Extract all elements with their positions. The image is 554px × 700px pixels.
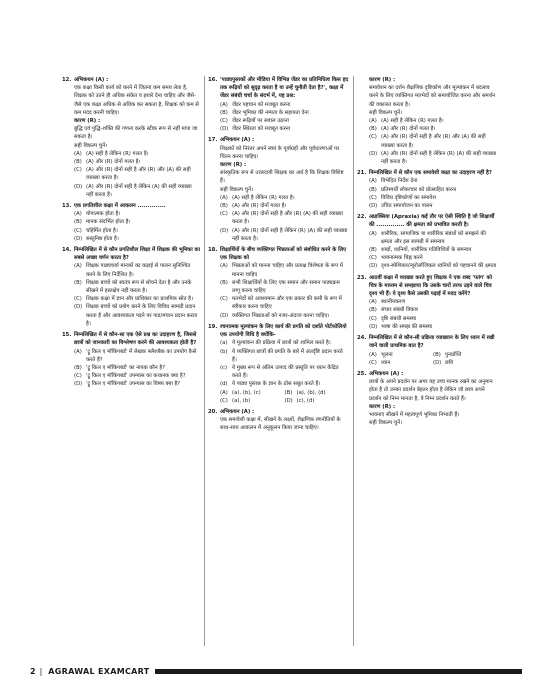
answer-option [62,210,200,218]
option-text: विभेदित निर्देश देना [381,178,418,185]
option-text: शिक्षक बच्चों को प्रयोग करने के लिए विविध सामग्री प्रदान करता है और आवश्यकता पड़ने पर पाड/मचान प्रदान करता है। [86,304,198,327]
question-number: 16. [208,77,218,83]
option-text: मानक संदर्भित होता है। [86,219,131,226]
reason-paragraph: सांस्कृतिक रूप से उत्तरदायी शिक्षक का अर्थ है कि शिक्षक विशिष्ट हैं। [220,170,344,185]
option-label: (B) [369,307,377,314]
option-text: शब्दों, ध्वनियों, शारीरिक गतिविधियों के समन्वय [381,247,472,254]
question-header [357,370,497,378]
answer-option [208,312,349,320]
option-label: (A) [74,211,82,218]
answer-option [369,359,433,367]
question-number: 12. [62,77,72,83]
option-label: (C) [369,194,377,201]
option-text: (A) और (R) दोनों सही है और (R) और (A) की सही व्याख्या करता है। [381,134,486,149]
answer-option [208,262,349,278]
option-text: (A) और (R) दोनों सही है लेकिन (A) की सही व्याख्या नहीं करता है। [86,183,192,198]
answer-option [285,389,350,397]
answer-option [357,125,497,133]
option-text: ये व्यक्तिगत छात्रों की प्रगति के बारे में अंतर्दृष्टि प्रदान करते हैं। [232,348,343,363]
option-label: (D) [369,203,378,210]
question-block [208,76,349,133]
question-block [62,76,200,199]
answer-option [208,348,349,364]
question-number: 13. [62,203,72,210]
option-label: (D) [369,150,378,157]
answer-option [357,298,497,306]
column-divider [353,76,354,646]
option-text: (a), (b), (d) [296,389,326,396]
answer-option [357,254,497,262]
column-right [357,76,497,646]
page-number: 2 [30,666,36,676]
option-label: (B) [74,219,82,226]
option-text: स्थानीयकरण [381,299,406,306]
question-block [208,136,349,243]
question-block [208,246,349,320]
option-label: (B) [220,203,228,210]
answer-option [208,227,349,243]
option-text: 'ट्रू किल ए मॉकिंगबर्ड' उपन्यास का कथानक क्या है? [86,373,186,380]
option-label: (C) [74,227,82,234]
option-text: (A) और (R) दोनों सही है और (R) (A) की सही व्याख्या करता है। [232,211,343,226]
option-label: (D) [220,227,229,234]
question-text: अभिकथन (A) : [74,77,109,83]
reason-heading: कारण (R) : [369,403,396,410]
column-middle [208,76,349,646]
option-label: (A) [220,263,228,270]
question-header [208,76,349,101]
question-block [357,76,497,166]
option-label: (C) [369,255,377,262]
answer-option [357,133,497,149]
answer-option [208,380,349,388]
page-footer [30,664,522,678]
question-header [357,213,497,229]
question-header [208,323,349,339]
brand-name: AGRAWAL EXAMCART [48,666,150,676]
answer-option [62,235,200,243]
question-block [62,331,200,388]
question-block [357,213,497,270]
option-label: (D) [369,263,378,270]
answer-option-grid [357,351,497,367]
option-label: (D) [284,397,293,404]
option-text: दृष्टि संबंधी समस्या [381,315,417,322]
question-block [208,323,349,405]
option-label: (D) [220,126,229,133]
option-text: सस्तुनिष्ठ होता है। [86,235,119,242]
option-text: प्रतिस्पर्धी लोकाचार को प्रोत्साहित करना [381,186,457,193]
question-block [62,246,200,328]
answer-option [62,183,200,199]
question-text: आठवीं कक्षा में व्याख्या करते हुए शिक्षक ने एक शब्द 'पतंग' को चित्र के माध्यम से समझाया कि उसके चारों तरफ उड़ने वाले चित्र दृश्य भी हैं। ये दृश्य कैसे उसकी पढ़ाई में मदद करेंगे? [369,274,492,298]
answer-option [369,351,433,359]
option-label: (B) [369,247,377,254]
answer-option [208,202,349,210]
option-text: व्यक्तिगत भिन्नताओं को नजर-अंदाज करना चाहिए। [232,312,330,319]
question-number: 23. [357,274,367,281]
option-text: उचित समायोजन का पालन [381,203,433,210]
option-label: (b) [220,348,228,355]
answer-option [208,125,349,133]
column-divider [204,76,205,646]
option-text: भाषा की समझ की समस्या [381,323,433,330]
answer-option [62,303,200,328]
question-number: 17. [208,137,218,144]
option-text: पुनर्प्राप्ति [445,351,462,358]
answer-option [357,262,497,270]
question-text: एक प्रगतिशील कक्षा में आकलन .............. [74,203,166,210]
question-block [357,274,497,331]
question-header [208,246,349,262]
question-block [62,202,200,243]
option-label: (a) [220,340,228,347]
option-label: (D) [74,304,83,311]
question-header [357,334,497,350]
reason-paragraph: सही विकल्प चुनें। [74,142,108,149]
question-number: 15. [62,332,72,339]
option-label: (B) [369,126,377,133]
answer-option [357,306,497,314]
answer-option [208,364,349,380]
option-label: (C) [220,397,228,404]
answer-option [62,364,200,372]
answer-option [433,351,497,359]
answer-option [62,380,200,388]
option-label: (B) [433,351,441,358]
option-text: सभी शिक्षार्थियों के लिए एक समान और समान पाठ्यक्रम लागू करना चाहिए [232,279,340,295]
option-label: (D) [74,381,83,388]
question-header [357,76,497,84]
question-block [208,408,349,433]
option-text: (A) और (R) दोनों सही है लेकिन (R) (A) की सही व्याख्या नहीं करता है। [381,150,497,166]
answer-option-grid [208,389,349,405]
option-label: (A) [74,263,82,270]
reason-heading: कारण (R) : [220,162,247,169]
option-text: जेंडर रूढ़ियों पर सवाल उठाना [232,118,289,125]
option-text: शिक्षक बच्चों को स्वतंत्र रूप से सोचने देता है और उनके सीखने में हस्तक्षेप नहीं करता है। [86,279,192,295]
option-label: (B) [369,186,377,193]
reason-paragraph: सही विकल्प चुनें। [369,420,403,427]
question-block [357,370,497,427]
option-label: (B) [220,109,228,116]
option-text: मतभेदों को अवश्यमान और एक प्रकार की कमी के रूप में स्वीकार करना चाहिए [232,296,342,311]
option-label: (C) [369,315,377,322]
option-label: (A) [74,150,82,157]
footer-separator: | [39,666,43,676]
question-paragraph: एक समावेशी कक्षा में, सीखने के लक्ष्यों, शैक्षणिक रणनीतियों के साथ-साथ आकलन में अनुकूलन किया जाना चाहिए। [220,417,341,432]
option-text: 'ट्रू किल ए मॉकिंगबर्ड' उपन्यास का विषय क्या है? [86,381,181,388]
question-text: अप्राक्सिया (Apraxia) कई तौर पर ऐसी स्थिति है जो शिक्षार्थी की .............. की क्षमता को प्रभावित करती है। [369,214,495,229]
answer-option [285,397,350,405]
answer-option [62,279,200,295]
answer-option [208,279,349,295]
reason-paragraph: बुद्धि एवं पुद्धि-शक्ति की गणना करके स्टीक रूप से नहीं मापा जा सकता है। [74,126,198,141]
question-number: 25. [357,370,367,377]
question-number: 21. [357,170,367,177]
reason-paragraph: सही विकल्प चुनें। [220,186,254,193]
option-text: ध्यान [381,359,391,366]
answer-option [220,389,285,397]
option-label: (A) [369,299,377,306]
question-text: रचनात्मक मूल्यांकन के लिए कार्य की प्रगति को दर्शाते पोर्टफोलियो एक उपयोगी विधि है क्योंकि- [220,323,347,339]
option-label: (C) [74,167,82,174]
option-text: 'ट्रू किल ए मॉकिंगबर्ड' का नायक कौन है? [86,364,166,371]
option-text: (A) और (R) दोनों गलत है। [86,159,141,166]
answer-option [208,109,349,117]
option-text: (A) सही है लेकिन (R) गलत है। [232,194,295,201]
footer-rule [155,669,522,674]
question-header [208,136,349,144]
reason-heading: कारण (R) : [74,118,101,125]
option-text: ये मूल्यांकन की प्रक्रिया में छात्रों को शामिल करते है। [232,340,331,347]
option-label: (D) [433,359,442,366]
option-text: शिक्षक कक्षा में ज्ञान और प्राधिकार का प्राथमिक स्रोत है। [86,296,193,303]
answer-option [208,295,349,311]
answer-option [357,230,497,246]
option-text: जेंडर भूमिका की नम्यता के सहायता देना [232,109,309,116]
question-header [208,408,349,416]
option-label: (C) [369,359,377,366]
answer-option [62,150,200,158]
option-label: (B) [284,389,293,396]
option-text: ये मुख्य रूप से अंतिम उत्पाद की प्रस्तुति पर ध्यान केंद्रित करते हैं। [232,364,339,380]
answer-option [357,194,497,202]
question-header [62,246,200,262]
question-text: निम्नलिखित में से कौन-सी प्रक्रिया व्याख्यान के लिए ध्यान में रखी जाने वाली प्राथमिक बात है? [369,335,495,350]
option-text: भावनात्मक चिह्न करने [381,255,423,262]
question-number: 19. [208,323,218,330]
column-left [62,76,200,646]
question-header [357,274,497,299]
answer-option [208,210,349,226]
answer-option [208,101,349,109]
question-header [62,76,200,84]
question-header [357,169,497,177]
answer-option [357,315,497,323]
question-text: निम्नलिखित में से कौन प्रगतिशील शिक्षा में शिक्षक की भूमिका का सबसे अच्छा वर्णन करता है? [74,247,200,262]
question-text: कारण (R) : [369,77,396,83]
option-text: 'ट्रू किल ए मॉकिंगबर्ड' में लेखक फ्लैशबैक का उपयोग कैसे करते हैं? [86,348,197,363]
option-text: संचार संबंधी विकार [381,307,419,314]
option-label: (C) [220,118,228,125]
option-label: (C) [74,296,82,303]
option-label: (A) [369,230,377,237]
answer-option [357,323,497,331]
question-text: अभिकथन (A) : [369,370,404,377]
option-label: (C) [369,134,377,141]
question-text: शिक्षार्थियों के बीच व्यक्तिगत भिन्नताओं को संबोधित करने के लिए एक शिक्षक को [220,247,347,262]
question-number: 22. [357,214,367,221]
option-label: (B) [74,364,82,371]
option-label: (B) [74,279,82,286]
answer-option [208,194,349,202]
option-text: चहिर्मित होता है। [86,227,118,234]
option-text: (A) और (R) दोनों गलत है। [381,126,436,133]
option-text: भूलना [381,351,393,358]
option-text: (a), (b) [232,397,251,404]
reason-paragraph: भावनाएं सीखने में महत्वपूर्ण भूमिका निभाती हैं। [369,411,460,418]
question-text: 'पाठ्यपुस्तकों और मीडिया में विभिन्न जेंडर का प्रतिनिधित्व किस हद तक रूढ़ियों को सुदृढ़ करता है या उन्हें चुनौती देता है?', कक्षा में जेंडर संबंधी चर्चा के संदर्भ में, यह प्रश्न: [220,77,349,100]
option-label: (B) [220,279,228,286]
answer-option [433,359,497,367]
option-text: दृश्य-स्पेशियल/न्यूरोलॉजिकल ध्वनियों को पहचानने की क्षमता [381,263,497,270]
option-text: विविध दृष्टिकोणों का समावेश [381,194,436,201]
answer-option [62,262,200,278]
option-label: (A) [220,194,228,201]
answer-option [357,186,497,194]
option-text: छवि [445,359,454,366]
option-label: (D) [74,183,83,190]
question-paragraph: सही विकल्प चुनें। [369,109,403,116]
option-label: (D) [74,235,83,242]
option-label: (d) [220,381,228,388]
option-label: (C) [220,211,228,218]
option-text: शिक्षक पाठ्यचर्या मानकों का कड़ाई से पालन सुनिश्चित करने के लिए निर्देशित है। [86,263,191,278]
answer-option [357,117,497,125]
option-text: शारीरिक, सामाजिक या शारीरिक संबंधों को समझने की क्षमता और इस सामग्री में समन्वय [381,230,486,245]
answer-option [357,246,497,254]
answer-option [208,339,349,347]
option-text: (A) सही है लेकिन (R) गलत है। [86,150,149,157]
question-text: निम्नलिखित में से कौन एक समावेशी कक्षा का उदाहरण नहीं है? [369,170,492,177]
option-text: (A) और (R) दोनों सही है और (R) और (A) की सही व्याख्या करता है। [86,167,191,182]
question-number: 18. [208,247,218,254]
answer-option [357,150,497,166]
question-header [62,202,200,210]
option-label: (A) [220,101,228,108]
option-label: (c) [220,364,228,371]
option-label: (A) [369,178,377,185]
answer-option [62,372,200,380]
answer-option [62,166,200,182]
option-label: (A) [220,389,228,396]
option-text: (a), (b), (c) [232,389,261,396]
question-block [357,334,497,367]
question-text: निम्नलिखित में से कौन-सा एक ऐसे प्रश्न का उदाहरण है, जिससे छात्रों को जानकारी का विश्लेषण करने की आवश्यकता होती है? [74,332,197,347]
question-paragraph: समावेशन का दर्शन शैक्षणिक दृष्टिकोण और मूल्यांकन में बदलाव करने के लिए व्यक्तिगत मतभेदों को समायोजित करना और समर्थन की वकालत करता है। [369,85,496,108]
option-label: (C) [220,296,228,303]
question-header [62,331,200,347]
option-text: (A) और (R) दोनों गलत है। [232,203,287,210]
option-label: (D) [220,312,229,319]
question-number: 20. [208,408,218,415]
option-label: (B) [74,159,82,166]
answer-option [62,158,200,166]
answer-option [62,218,200,226]
option-text: जेंडर पहचान को मजबूत करना [232,101,291,108]
answer-option [62,227,200,235]
option-text: (A) सही है लेकिन (R) गलत है। [381,118,444,125]
option-text: भिन्नताओं को मानना चाहिए और प्रत्यक्ष विशेषता के रूप में मानना चाहिए [232,263,343,278]
question-number: 14. [62,247,72,254]
answer-option [208,117,349,125]
question-text: अभिकथन (A) : [220,408,255,415]
question-number [357,76,369,84]
option-label: (A) [74,348,82,355]
option-label: (A) [369,118,377,125]
option-label: (C) [74,373,82,380]
option-text: जेंडर स्थिरता को मजबूत करना [232,126,291,133]
answer-option [357,177,497,185]
question-number: 24. [357,335,367,342]
question-paragraph: छात्रों के अपने प्रदर्शन पर अगर वह उच्च मानक रखने का अनुमान होता है तो उनका प्रदर्शन बेहतर होता है लेकिन जो छात्र अपने प्रदर्शन को निम्न मानता है, वे निम्न प्रदर्शन करते हैं। [369,379,493,402]
answer-option [220,397,285,405]
option-label: (A) [369,351,377,358]
question-text: अभिकथन (A) : [220,137,255,144]
question-paragraph: एक कक्षा किसी कार्य को करने में जितना कम समय लेता है, शिक्षक को उतने ही अधिक संकेत व इशारे देना चाहिए और जैसे-जैसे एक कक्षा अधिक से अधिक कर सकता है, शिक्षक को कम से कम मदद करनी चाहिए। [74,85,199,116]
option-text: योगात्मक होता है। [86,211,121,218]
option-text: ये पाठ्य पुस्तक के ज्ञान के ठोस सबूत करते हैं। [232,381,321,388]
answer-option [62,295,200,303]
answer-option [62,348,200,364]
question-block [357,169,497,210]
option-text: (c), (d) [296,397,315,404]
question-paragraph: शिक्षकों को निरंतर अपने स्वयं के पूर्वाग्रहों और पूर्वधारणाओं पर चिंतन करना चाहिए। [220,145,340,160]
answer-option [357,202,497,210]
option-text: (A) और (R) दोनों सही है लेकिन (R) (A) की सही व्याख्या नहीं करता है। [232,227,348,242]
option-label: (D) [369,323,378,330]
